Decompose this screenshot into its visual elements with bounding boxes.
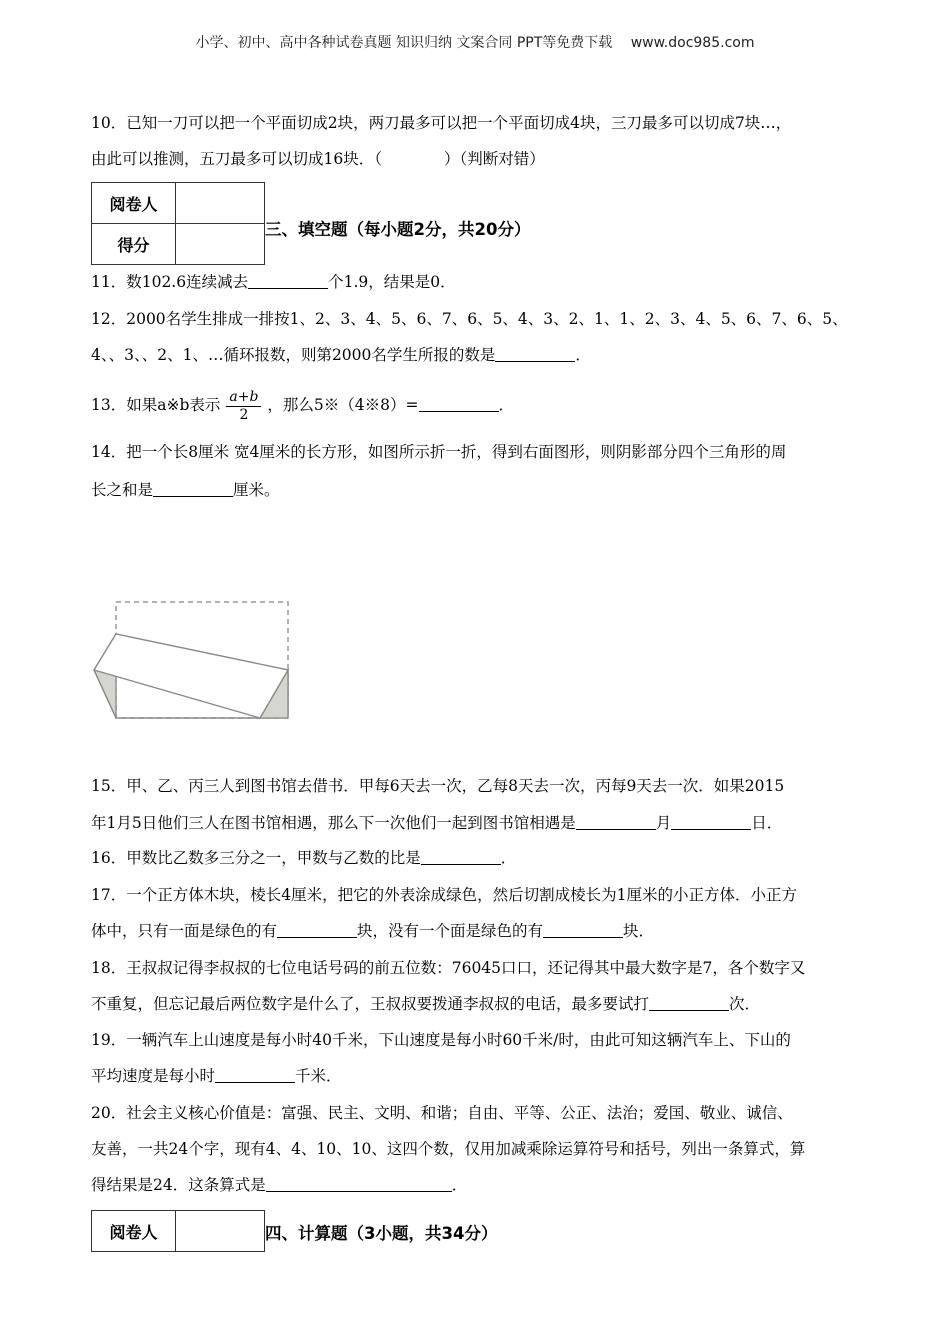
- q20-line1: 20．社会主义核心价值是：富强、民主、文明、和谐；自由、平等、公正、法治；爱国、敬业、诚信、: [91, 1104, 793, 1122]
- answer-blank[interactable]: [248, 272, 328, 289]
- q19-line1: 19．一辆汽车上山速度是每小时40千米，下山速度是每小时60千米/时，由此可知这辆汽车上、下山的: [91, 1031, 791, 1049]
- section-title-fill-blank: 三、填空题（每小题2分，共20分）: [265, 220, 531, 239]
- q14-line1: 14．把一个长8厘米 宽4厘米的长方形，如图所示折一折，得到右面图形，则阴影部分四个三角形的周: [91, 443, 787, 461]
- q11: 11．数102.6连续减去 个1.9，结果是0．: [91, 273, 456, 291]
- answer-blank[interactable]: [421, 848, 501, 865]
- q18-line2: 不重复，但忘记最后两位数字是什么了，王叔叔要拨通李叔叔的电话，最多要试打 次．: [91, 995, 761, 1013]
- page-header: 小学、初中、高中各种试卷真题 知识归纳 文案合同 PPT等免费下载 www.doc985.com: [195, 35, 755, 51]
- score-cell[interactable]: [176, 224, 265, 265]
- q12-line1: 12．2000名学生排成一排按1、2、3、4、5、6、7、6、5、4、3、2、1、1、2、3、4、5、6、7、6、5、: [91, 310, 848, 328]
- fraction: $\frac{a+b}{2}$: [226, 389, 261, 424]
- answer-blank[interactable]: [543, 921, 623, 938]
- grader-label: 阅卷人: [92, 1211, 176, 1252]
- folded-rectangle-figure: [90, 595, 300, 755]
- grader-cell[interactable]: [176, 183, 265, 224]
- answer-blank[interactable]: [649, 994, 729, 1011]
- answer-blank[interactable]: [495, 345, 575, 362]
- q10-line2: 由此可以推测，五刀最多可以切成16块．（ ）（判断对错）: [91, 150, 545, 168]
- q20-line2: 友善，一共24个字，现有4、4、10、10、这四个数，仅用加减乘除运算符号和括号，列出一条算式，算: [91, 1140, 806, 1158]
- q17-line2: 体中，只有一面是绿色的有 块，没有一个面是绿色的有 块．: [91, 922, 655, 940]
- q18-line1: 18．王叔叔记得李叔叔的七位电话号码的前五位数：76045口口，还记得其中最大数字是7，各个数字又: [91, 959, 806, 977]
- q20-line3: 得结果是24．这条算式是 ．: [91, 1176, 468, 1194]
- grader-label: 阅卷人: [92, 183, 176, 224]
- q16: 16．甲数比乙数多三分之一，甲数与乙数的比是 ．: [91, 849, 517, 867]
- q15-line2: 年1月5日他们三人在图书馆相遇，那么下一次他们一起到图书馆相遇是 月 日．: [91, 814, 783, 832]
- q17-line1: 17．一个正方体木块，棱长4厘米，把它的外表涂成绿色，然后切割成棱长为1厘米的小正方体．小正方: [91, 886, 797, 904]
- q12-line2: 4、、3、、2、1、…循环报数，则第2000名学生所报的数是 ．: [91, 346, 591, 364]
- grader-box-section4: [91, 1210, 265, 1252]
- folded-flap: [94, 634, 288, 718]
- answer-blank[interactable]: [153, 480, 233, 497]
- q14-line2: 长之和是 厘米。: [91, 481, 280, 499]
- answer-blank[interactable]: [277, 921, 357, 938]
- section-title-calculation: 四、计算题（3小题，共34分）: [265, 1224, 498, 1243]
- q15-line1: 15．甲、乙、丙三人到图书馆去借书．甲每6天去一次，乙每8天去一次，丙每9天去一次．如果2015: [91, 777, 785, 795]
- answer-blank-month[interactable]: [576, 813, 656, 830]
- answer-blank-day[interactable]: [671, 813, 751, 830]
- grader-score-box: [91, 182, 265, 265]
- q10-line1: 10．已知一刀可以把一个平面切成2块，两刀最多可以把一个平面切成4块，三刀最多可以切成7块…，: [91, 114, 792, 132]
- q13: 13．如果a※b表示 $\frac{a+b}{2}$ ，那么5※（4※8）= ．: [91, 388, 515, 423]
- q19-line2: 平均速度是每小时 千米．: [91, 1067, 342, 1085]
- grader-cell[interactable]: [176, 1211, 265, 1252]
- score-label: 得分: [92, 224, 176, 265]
- answer-blank[interactable]: [419, 395, 499, 412]
- answer-blank[interactable]: [215, 1066, 295, 1083]
- answer-blank[interactable]: [266, 1175, 452, 1192]
